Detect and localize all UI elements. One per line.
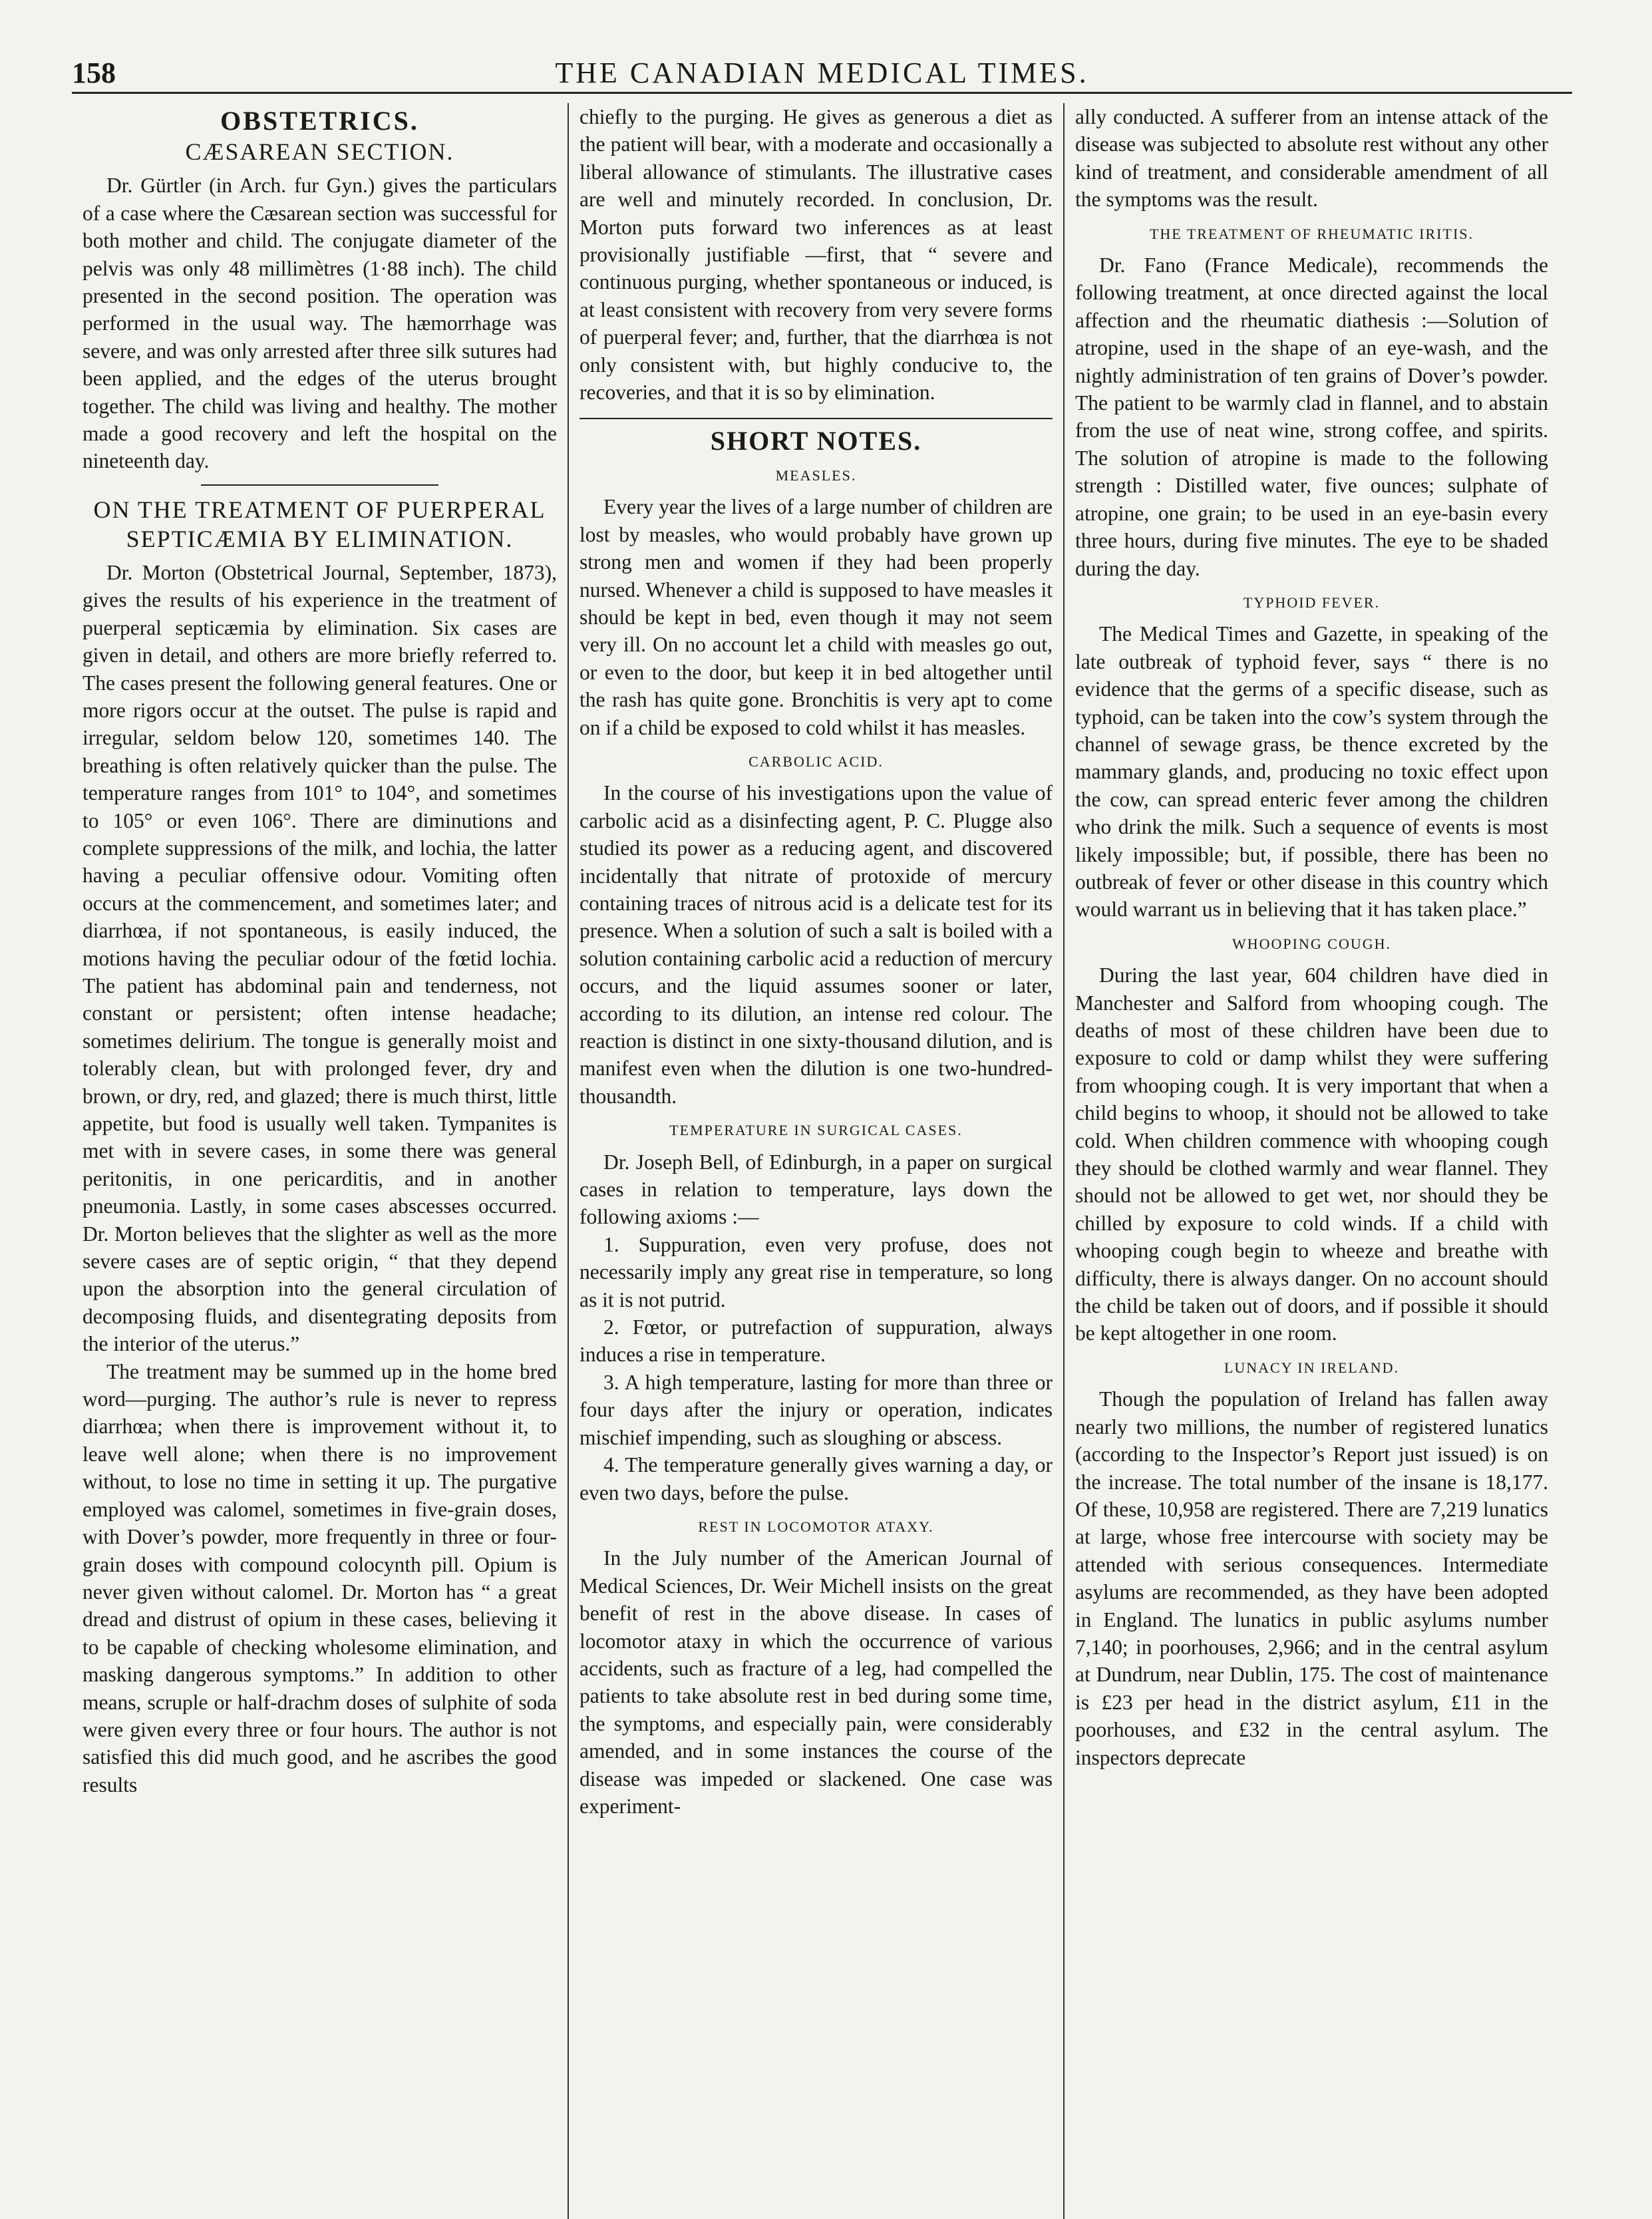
column-2 [568, 103, 1063, 2219]
note-title: TYPHOID FEVER. [1243, 594, 1381, 611]
article-paragraph: The treatment may be summed up in the home bred word—purging. The author’s rule is never to repress diarrhœa; when there is improvement without it, to leave well alone; when there is no improvement without, to lose no time in setting it up. The purgative employed was calomel, sometimes in five-grain doses, with Dover’s powder, more frequently in three or four-grain doses with compound colocynth pill. Opium is never given without calomel. Dr. Morton has “ a great dread and distrust of opium in these cases, believing it to be capable of checking wholesome elimination, and masking dangerous symptoms.” In addition to other means, scruple or half-drachm doses of sulphite of soda were given every three or four hours. The author is not satisfied this did much good, and he ascribes the good results [83, 1359, 557, 1796]
section-title: OBSTETRICS. [220, 106, 419, 136]
article-paragraph: Dr. Morton (Obstetrical Journal, September, 1873), gives the results of his experience in the treatment of puerperal septicæmia by elimination. Six cases are given in detail, and others are more briefly referred to. The cases present the following general features. One or more rigors occur at the outset. The pulse is rapid and irregular, seldom below 120, sometimes 140. The breathing is often relatively quicker than the pulse. The temperature ranges from 101° to 104°, and sometimes to 105° or even 106°. There are diminutions and complete suppressions of the milk, and lochia, the latter having a peculiar offensive odour. Vomiting often occurs at the commencement, and sometimes later; and diarrhœa, if not spontaneous, is easily induced, the motions having the peculiar odour of the fœtid lochia. The patient has abdominal pain and tenderness, not constant or persistent; often intense headache; sometimes delirium. The tongue is generally moist and tolerably clean, but with prolonged fever, dry and brown, or dry, red, and glazed; there is much thirst, little appetite, but food is usually well taken. Tympanites is met with in severe cases, in some there was general peritonitis, in one pericarditis, and in another pneumonia. Lastly, in some cases abscesses occurred. Dr. Morton believes that the slighter as well as the more severe cases are of septic origin, “ that they depend upon the absorption into the general circulation of decomposing fluids, and disentegrating deposits from the interior of the uterus.” [83, 560, 557, 1356]
page-header [72, 53, 1572, 94]
article-paragraph: Dr. Gürtler (in Arch. fur Gyn.) gives the particulars of a case where the Cæsarean section was successful for both mother and child. The conjugate diameter of the pelvis was only 48 millimètres (1·88 inch). The child presented in the second position. The operation was performed in the usual way. The hæmorrhage was severe, and was only arrested after three silk sutures had been applied, and the edges of the uterus brought together. The child was living and healthy. The mother made a good recovery and left the hospital on the nineteenth day. [83, 174, 557, 473]
note-title: TEMPERATURE IN SURGICAL CASES. [669, 1122, 963, 1139]
note-paragraph: Though the population of Ireland has fallen away nearly two millions, the number of registered lunatics (according to the Inspector’s Report just issued) is on the increase. The total number of the insane is 18,177. Of these, 10,958 are registered. There are 7,219 lunatics at large, whose free intercourse with society may be attended with serious consequences. Intermediate asylums are recommended, as they have been adopted in England. The lunatics in public asylums number 7,140; in poorhouses, 2,966; and in the central asylum at Dundrum, near Dublin, 175. The cost of maintenance is £23 per head in the district asylum, £11 in the poorhouses, and £32 in the central asylum. The inspectors deprecate [1075, 1387, 1548, 1769]
note-paragraph: ally conducted. A sufferer from an intense attack of the disease was subjected to absolute rest without any other kind of treatment, and considerable amendment of all the symptoms was the result. [1075, 105, 1548, 212]
note-title: MEASLES. [775, 466, 857, 484]
note-paragraph: Dr. Joseph Bell, of Edinburgh, in a paper on surgical cases in relation to temperature, lays down the following axioms :— [579, 1150, 1053, 1229]
article-title: CÆSAREAN SECTION. [185, 138, 454, 166]
column-3 [1063, 103, 1559, 2219]
note-title: REST IN LOCOMOTOR ATAXY. [698, 1518, 934, 1535]
axiom-item: 4. The temperature generally gives warning a day, or even two days, before the pulse. [579, 1453, 1053, 1504]
note-paragraph: During the last year, 604 children have died in Manchester and Salford from whooping cough. The deaths of most of these children have been due to exposure to cold or damp whilst they were suffering from whooping cough. It is very important that when a child begins to whoop, it should not be allowed to take cold. When children commence with whooping cough they should be clothed warmly and wear flannel. They should not be allowed to get wet, nor should they be chilled by exposure to cold winds. If a child with whooping cough begin to wheeze and breathe with difficulty, there is always danger. On no account should the child be taken out of doors, and if possible it should be kept altogether in one room. [1075, 963, 1548, 1345]
article-paragraph: chiefly to the purging. He gives as generous a diet as the patient will bear, with a moderate and occasionally a liberal allowance of stimulants. The illustrative cases are well and minutely recorded. In conclusion, Dr. Morton puts forward two inferences as at least provisionally justifiable —first, that “ severe and continuous purging, whether spontaneous or induced, is at least consistent with recovery from very severe forms of puerperal fever; and, further, that the diarrhœa is not only consistent with, but highly conducive to, the recoveries, and that it is so by elimination. [579, 105, 1053, 405]
note-paragraph: In the course of his investigations upon the value of carbolic acid as a disinfecting agent, P. C. Plugge also studied its power as a reducing agent, and discovered incidentally that nitrate of protoxide of mercury containing traces of nitrous acid is a delicate test for its presence. When a solution of such a salt is boiled with a solution containing carbolic acid a reduction of mercury occurs, and the liquid assumes sooner or later, according to its dilution, an intense red colour. The reaction is distinct in one sixty-thousand dilution, and is manifest even when the dilution is one two-hundred-thousandth. [579, 781, 1053, 1108]
article-title: ON THE TREATMENT OF PUERPERAL SEPTICÆMIA BY ELIMINATION. [93, 496, 546, 552]
short-notes-heading: SHORT NOTES. [579, 418, 1053, 454]
note-paragraph: Dr. Fano (France Medicale), recommends the following treatment, at once directed against the local affection and the rheumatic diathesis :—Solution of atropine, used in the shape of an eye-wash, and the nightly administration of ten grains of Dover’s powder. The patient to be warmly clad in flannel, and to abstain from the use of neat wine, strong coffee, and spirits. The solution of atropine is made to the following strength : Distilled water, five ounces; sulphate of atropine, one grain; to be used in an eye-basin every three hours, during five minutes. The eye to be shaded during the day. [1075, 254, 1548, 580]
note-title: CARBOLIC ACID. [748, 753, 884, 770]
note-paragraph: The Medical Times and Gazette, in speaking of the late outbreak of typhoid fever, says “ there is no evidence that the germs of a specific disease, such as typhoid, can be taken into the cow’s system through the channel of sewage grass, be thence excreted by the mammary glands, and, producing no toxic effect upon the cow, can spread enteric fever among the children who drink the milk. Such a sequence of events is most likely impossible; but, if possible, there has been no outbreak of fever or other disease in this country which would warrant us in believing that it has taken place.” [1075, 622, 1548, 922]
note-paragraph: In the July number of the American Journal of Medical Sciences, Dr. Weir Michell insists on the great benefit of rest in the above disease. In cases of locomotor ataxy in which the occurrence of various accidents, such as fracture of a leg, had compelled the patients to take absolute rest in bed during some time, the symptoms, and especially pain, were considerably amended, and in some instances the course of the disease was impeded or slackened. One case was experiment- [579, 1546, 1053, 1818]
note-title: WHOOPING COUGH. [1232, 935, 1391, 952]
column-1 [72, 103, 568, 2219]
axiom-item: 1. Suppuration, even very profuse, does not necessarily imply any great rise in temperature, so long as it is not putrid. [579, 1232, 1053, 1311]
axiom-item: 3. A high temperature, lasting for more than three or four days after the injury or operation, indicates mischief impending, such as sloughing or abscess. [579, 1370, 1053, 1449]
journal-title: THE CANADIAN MEDICAL TIMES. [555, 57, 1089, 89]
note-paragraph: Every year the lives of a large number of children are lost by measles, who would probably have grown up strong men and women if they had been properly nursed. Whenever a child is supposed to have measles it should be kept in bed, even though it may not seem very ill. On no account let a child with measles go out, or even to the door, but keep it in bed altogether until the rash has quite gone. Bronchitis is very apt to come on if a child be exposed to cold whilst it has measles. [579, 495, 1053, 739]
page-number: 158 [72, 57, 116, 89]
text-columns [72, 103, 1612, 2219]
divider [201, 484, 438, 486]
note-title: LUNACY IN IRELAND. [1224, 1359, 1400, 1376]
note-title: THE TREATMENT OF RHEUMATIC IRITIS. [1149, 225, 1474, 242]
axiom-item: 2. Fœtor, or putrefaction of suppuration, always induces a rise in temperature. [579, 1315, 1053, 1367]
